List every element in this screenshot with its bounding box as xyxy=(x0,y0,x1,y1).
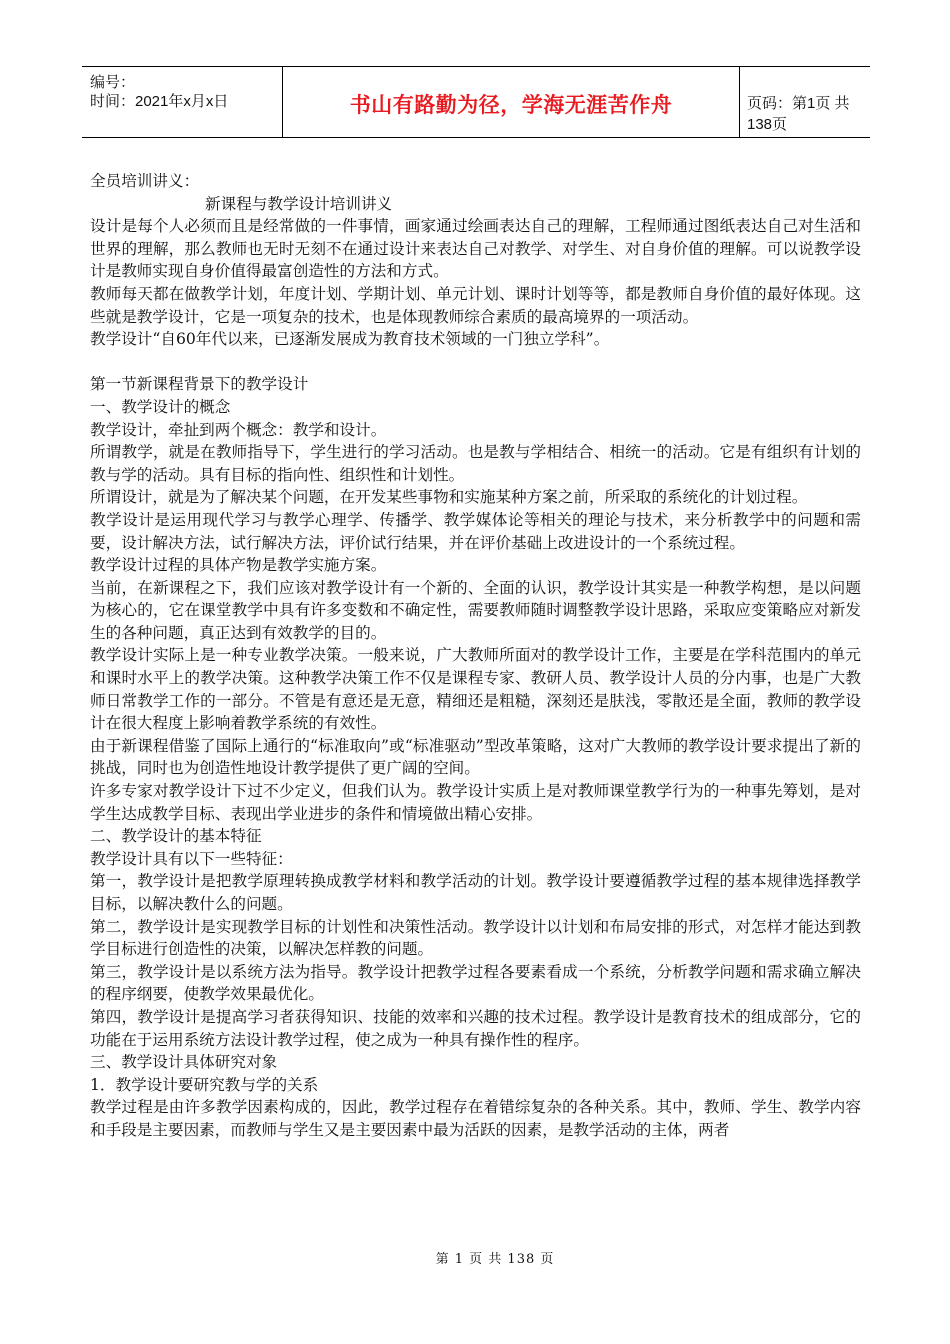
document-date-label: 时间：2021年x月x日 xyxy=(90,93,229,110)
subsection-heading: 三、教学设计具体研究对象 xyxy=(90,1053,278,1072)
paragraph: 教学设计，牵扯到两个概念：教学和设计。 xyxy=(90,420,387,439)
paragraph: 第四，教学设计是提高学习者获得知识、技能的效率和兴趣的技术过程。教学设计是教育技术的组成部分，它的功能在于运用系统方法设计教学过程，使之成为一种具有操作性的程序。 xyxy=(90,1007,861,1049)
document-body xyxy=(90,170,861,1142)
header-page-cell xyxy=(739,67,870,137)
document-number-label: 编号： xyxy=(90,74,136,91)
paragraph: 教学设计具有以下一些特征： xyxy=(90,849,293,868)
paragraph: 教学设计是运用现代学习与教学心理学、传播学、教学媒体论等相关的理论与技术，来分析教学中的问题和需要，设计解决方法，试行解决方法，评价试行结果，并在评价基础上改进设计的一个系统过程。 xyxy=(90,510,861,552)
subsection-heading: 一、教学设计的概念 xyxy=(90,397,231,416)
paragraph: 第二，教学设计是实现教学目标的计划性和决策性活动。教学设计以计划和布局安排的形式，对怎样才能达到教学目标进行创造性的决策，以解决怎样教的问题。 xyxy=(90,917,861,959)
paragraph: 全员培训讲义： xyxy=(90,172,200,190)
paragraph: 由于新课程借鉴了国际上通行的“标准取向”或“标准驱动”型改革策略，这对广大教师的教学设计要求提出了新的挑战，同时也为创造性地设计教学提供了更广阔的空间。 xyxy=(90,736,861,778)
blank-line xyxy=(90,351,861,374)
paragraph: 所谓教学，就是在教师指导下，学生进行的学习活动。也是教与学相结合、相统一的活动。它是有组织有计划的教与学的活动。具有目标的指向性、组织性和计划性。 xyxy=(90,443,861,484)
paragraph: 第三，教学设计是以系统方法为指导。教学设计把教学过程各要素看成一个系统，分析教学问题和需求确立解决的程序纲要，使教学效果最优化。 xyxy=(90,962,861,1004)
document-header xyxy=(82,66,870,138)
paragraph: 第一，教学设计是把教学原理转换成教学材料和教学活动的计划。教学设计要遵循教学过程的基本规律选择教学目标，以解决教什么的问题。 xyxy=(90,872,861,913)
header-page-code: 页码：第1页 共138页 xyxy=(747,95,850,133)
section-heading: 第一节新课程背景下的教学设计 xyxy=(90,375,309,394)
header-motto-cell xyxy=(282,67,740,137)
paragraph: 所谓设计，就是为了解决某个问题，在开发某些事物和实施某种方案之前，所采取的系统化的计划过程。 xyxy=(90,488,808,507)
subsection-heading: 二、教学设计的基本特征 xyxy=(90,827,262,846)
paragraph: 教学过程是由许多教学因素构成的，因此，教学过程存在着错综复杂的各种关系。其中，教师、学生、教学内容和手段是主要因素，而教师与学生又是主要因素中最为活跃的因素，是教学活动的主体，两者 xyxy=(90,1098,861,1139)
header-motto: 书山有路勤为径，学海无涯苦作舟 xyxy=(349,93,673,117)
paragraph: 教学设计实际上是一种专业教学决策。一般来说，广大教师所面对的教学设计工作，主要是在学科范围内的单元和课时水平上的教学决策。这种教学决策工作不仅是课程专家、教研人员、教学设计人员的分内事，也是广大教师日常教学工作的一部分。不管是有意还是无意，精细还是粗糙，深刻还是肤浅，零散还是全面，教师的教学设计在很大程度上影响着教学系统的有效性。 xyxy=(90,646,861,733)
header-meta-cell xyxy=(82,67,282,137)
document-title: 新课程与教学设计培训讲义 xyxy=(205,194,393,213)
paragraph: 教学设计过程的具体产物是教学实施方案。 xyxy=(90,556,387,575)
paragraph: 教师每天都在做教学计划，年度计划、学期计划、单元计划、课时计划等等，都是教师自身价值的最好体现。这些就是教学设计，它是一项复杂的技术，也是体现教师综合素质的最高境界的一项活动。 xyxy=(90,284,861,326)
paragraph: 许多专家对教学设计下过不少定义，但我们认为。教学设计实质上是对教师课堂教学行为的一种事先筹划，是对学生达成教学目标、表现出学业进步的条件和情境做出精心安排。 xyxy=(90,782,861,823)
paragraph: 教学设计“自60年代以来，已逐渐发展成为教育技术领域的一门独立学科”。 xyxy=(90,330,610,349)
paragraph: 设计是每个人必须而且是经常做的一件事情，画家通过绘画表达自己的理解，工程师通过图纸表达自己对生活和世界的理解，那么教师也无时无刻不在通过设计来表达自己对教学、对学生、对自身价值的理解。可以说教学设计是教师实现自身价值得最富创造性的方法和方式。 xyxy=(90,217,861,281)
paragraph: 1．教学设计要研究教与学的关系 xyxy=(90,1075,319,1094)
page-footer: 第 1 页 共 138 页 xyxy=(435,1252,555,1267)
paragraph: 当前，在新课程之下，我们应该对教学设计有一个新的、全面的认识，教学设计其实是一种教学构想，是以问题为核心的，它在课堂教学中具有许多变数和不确定性，需要教师随时调整教学设计思路，采取应变策略应对新发生的各种问题，真正达到有效教学的目的。 xyxy=(90,578,861,642)
